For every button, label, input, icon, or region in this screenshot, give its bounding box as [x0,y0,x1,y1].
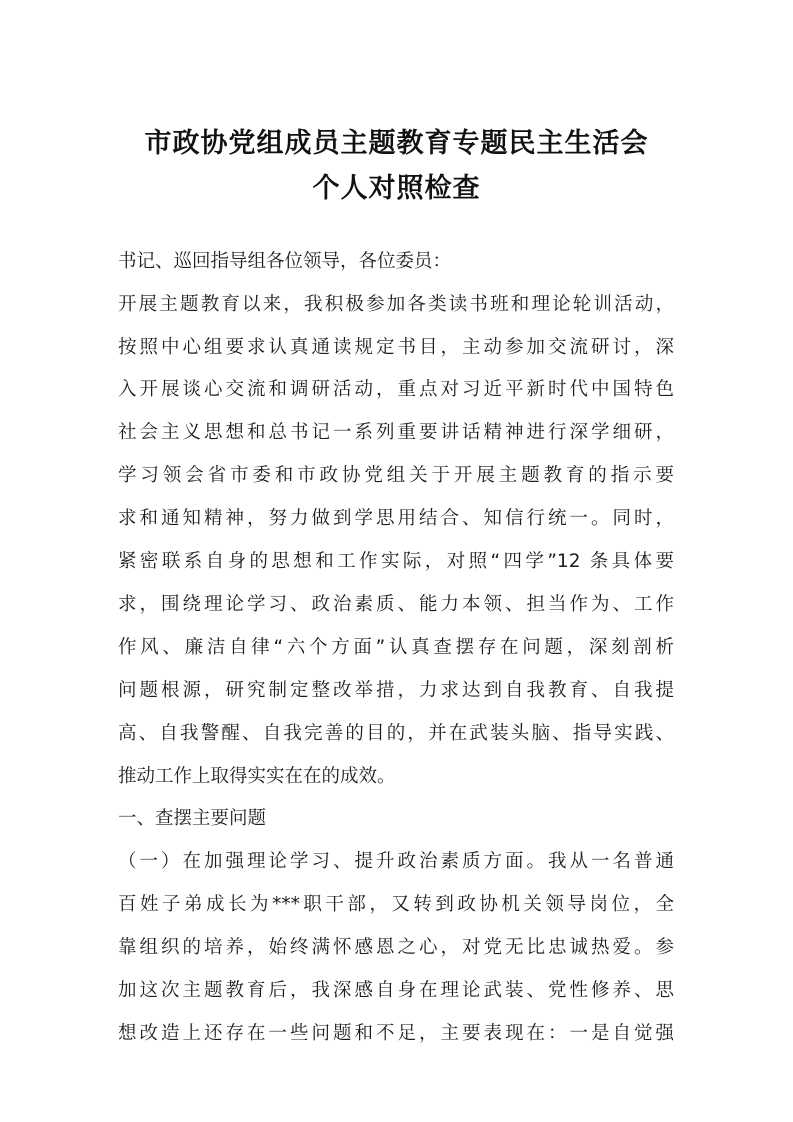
body-text-line: 求和通知精神，努力做到学思用结合、知信行统一。同时， [118,508,674,529]
body-text-line: 开展主题教育以来，我积极参加各类读书班和理论轮训活动， [118,294,674,315]
document-title-line-1: 市政协党组成员主题教育专题民主生活会 [144,128,649,159]
body-text-line: 学习领会省市委和市政协党组关于开展主题教育的指示要 [118,465,674,486]
body-text-line: 推动工作上取得实实在在的成效。 [118,766,396,787]
section-heading: 一、查摆主要问题 [118,808,267,829]
document-title-line-2: 个人对照检查 [312,173,481,204]
body-text-line: 百姓子弟成长为***职干部，又转到政协机关领导岗位，全 [118,894,674,915]
body-text-line: 作风、廉洁自律“六个方面”认真查摆存在问题，深刻剖析 [118,637,674,658]
body-text-line: 紧密联系自身的思想和工作实际，对照“四学”12 条具体要 [118,551,674,572]
body-text-line: （一）在加强理论学习、提升政治素质方面。我从一名普通 [118,851,674,872]
body-text-line: 问题根源，研究制定整改举措，力求达到自我教育、自我提 [118,680,674,701]
body-text-line: 想改造上还存在一些问题和不足，主要表现在：一是自觉强 [118,1023,674,1044]
salutation-line: 书记、巡回指导组各位领导，各位委员： [118,251,452,272]
body-text-line: 求，围绕理论学习、政治素质、能力本领、担当作为、工作 [118,594,674,615]
body-text-line: 靠组织的培养，始终满怀感恩之心，对党无比忠诚热爱。参 [118,937,674,958]
body-text-line: 入开展谈心交流和调研活动，重点对习近平新时代中国特色 [118,379,674,400]
body-text-line: 社会主义思想和总书记一系列重要讲话精神进行深学细研， [118,422,674,443]
body-text-line: 按照中心组要求认真通读规定书目，主动参加交流研讨，深 [118,337,674,358]
body-text-line: 加这次主题教育后，我深感自身在理论武装、党性修养、思 [118,980,674,1001]
body-text-line: 高、自我警醒、自我完善的目的，并在武装头脑、指导实践、 [118,723,674,744]
